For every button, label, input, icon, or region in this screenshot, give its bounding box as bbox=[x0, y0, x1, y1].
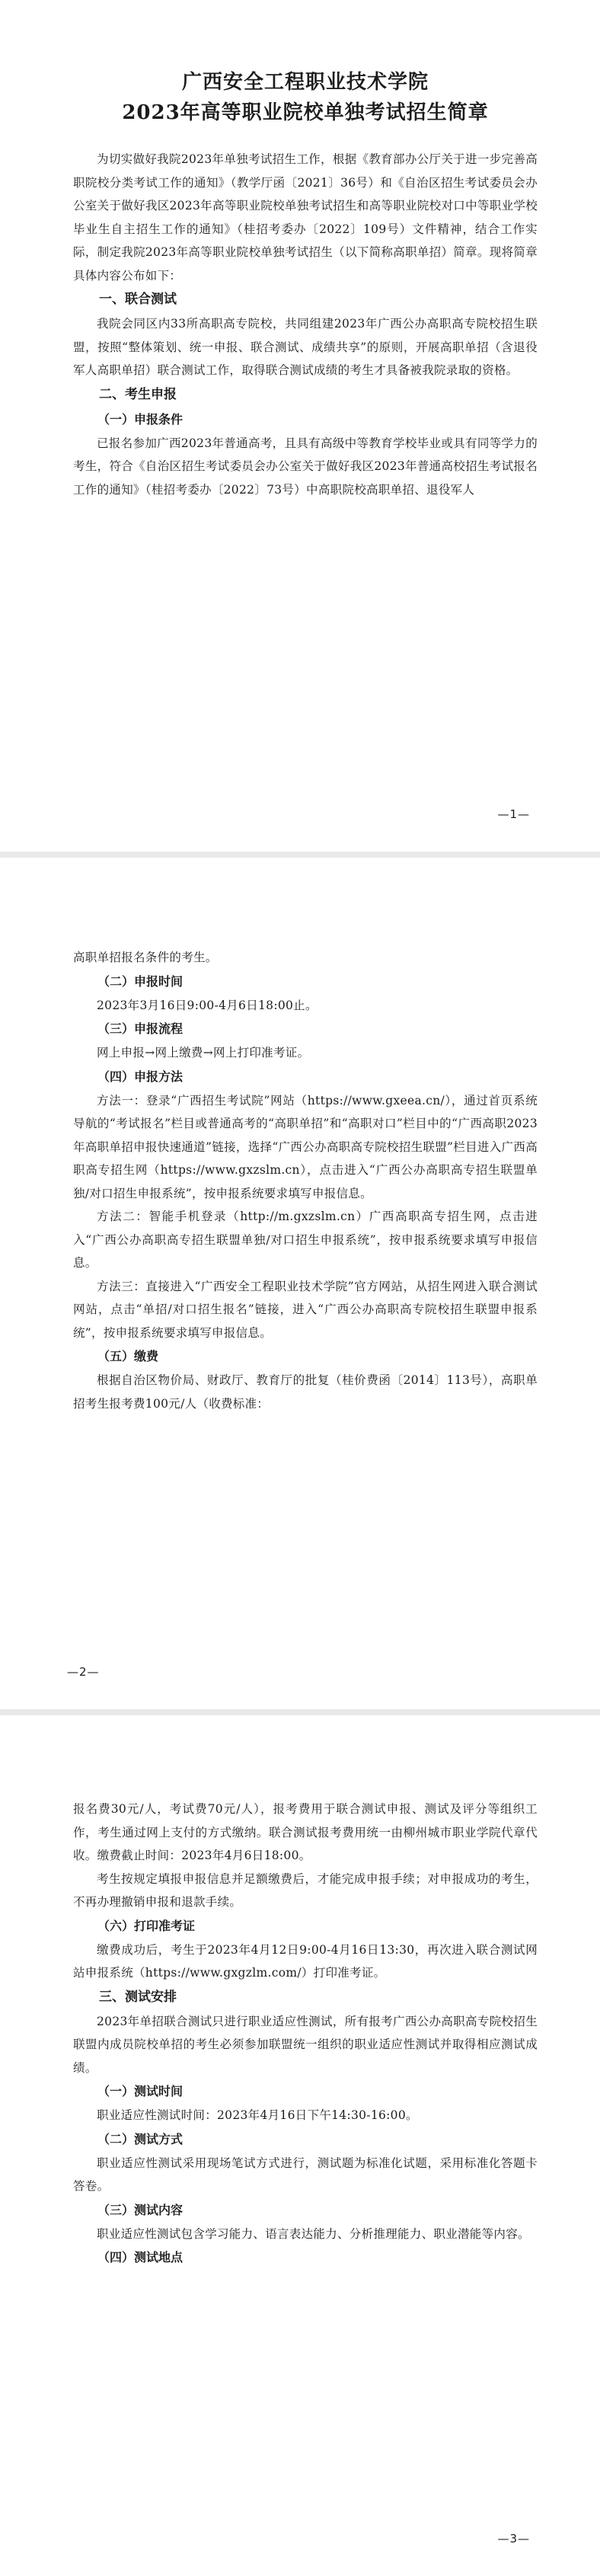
subheading-test-time: （一）测试时间 bbox=[97, 2084, 184, 2098]
subheading-payment: （五）缴费 bbox=[97, 1349, 159, 1363]
section-heading-application: 二、考生申报 bbox=[99, 386, 177, 402]
subheading-test-content: （三）测试内容 bbox=[97, 2202, 184, 2217]
subheading-conditions: （一）申报条件 bbox=[97, 411, 184, 427]
print-admission-paragraph: 缴费成功后，考生于2023年4月12日9:00-4月16日13:30，再次进入联合测试网站申报系统（https://www.gxgzlm.com/）打印准考证。 bbox=[73, 1942, 538, 1980]
subheading-application-time: （二）申报时间 bbox=[97, 973, 184, 989]
page-number: —2— bbox=[67, 1665, 100, 1679]
section-heading-joint-test: 一、联合测试 bbox=[99, 292, 177, 307]
method-one-paragraph: 方法一：登录“广西招生考试院”网站（https://www.gxeea.cn/），通过首页系统导航的“考试报名”栏目或普通高考的“高职单招”和“高职对口”栏目中的“广西高职2023年高职单招申报快速通道”链接，选择“广西公办高职高专院校招生联盟”栏目进入广西高职高专招生网（https://www.gxzslm.cn），点击进入“广西公办高职高专招生联盟单独/对口招生申报系统”，按申报系统要求填写申报信息。 bbox=[73, 1093, 538, 1200]
application-process-text: 网上申报→网上缴费→网上打印准考证。 bbox=[97, 1046, 310, 1059]
method-two-paragraph: 方法二：智能手机登录（http://m.gxzslm.cn）广西高职高专招生网，点击进入“广西公办高职高专招生联盟单独/对口招生申报系统”，按申报系统要求填写申报信息。 bbox=[73, 1210, 538, 1270]
method-three-paragraph: 方法三：直接进入“广西安全工程职业技术学院”官方网站，从招生网进入联合测试网站，点击“单招/对口招生报名”链接，进入“广西公办高职高专院校招生联盟申报系统”，按申报系统要求填写申报信息。 bbox=[73, 1279, 538, 1340]
conditions-continued: 高职单招报名条件的考生。 bbox=[73, 951, 218, 964]
subheading-test-format: （二）测试方式 bbox=[97, 2131, 184, 2146]
page-number: —3— bbox=[497, 2532, 530, 2546]
section-heading-test-arrangement: 三、测试安排 bbox=[99, 1989, 177, 2005]
subheading-print-admission: （六）打印准考证 bbox=[97, 1918, 196, 1933]
payment-notice-paragraph: 考生按规定填报申报信息并足额缴费后，才能完成申报手续；对申报成功的考生，不再办理撤销申报和退款手续。 bbox=[73, 1871, 538, 1909]
document-page-2 bbox=[0, 858, 600, 1709]
document-title-line2: 2023年高等职业院校单独考试招生简章 bbox=[122, 101, 489, 124]
subheading-application-process: （三）申报流程 bbox=[97, 1021, 184, 1036]
subheading-test-location: （四）测试地点 bbox=[97, 2250, 184, 2264]
payment-paragraph: 根据自治区物价局、财政厅、教育厅的批复（桂价费函〔2014〕113号），高职单招考生报考费100元/人（收费标准： bbox=[73, 1373, 538, 1411]
payment-continued: 报名费30元/人，考试费70元/人），报考费用于联合测试申报、测试及评分等组织工作，考生通过网上支付的方式缴纳。联合测试报考费用统一由柳州城市职业学院代章代收。缴费截止时间：2023年4月6日18:00。 bbox=[73, 1802, 538, 1862]
joint-test-paragraph: 我院会同区内33所高职高专院校，共同组建2023年广西公办高职高专院校招生联盟，按照“整体策划、统一申报、联合测试、成绩共享”的原则，开展高职单招（含退役军人高职单招）联合测试工作，取得联合测试成绩的考生才具备被我院录取的资格。 bbox=[73, 317, 538, 377]
document-page-3 bbox=[0, 1715, 600, 2576]
application-time-text: 2023年3月16日9:00-4月6日18:00止。 bbox=[97, 998, 318, 1012]
test-format-text: 职业适应性测试采用现场笔试方式进行，测试题为标准化试题，采用标准化答题卡答卷。 bbox=[73, 2156, 538, 2193]
test-time-text: 职业适应性测试时间：2023年4月16日下午14:30-16:00。 bbox=[97, 2108, 418, 2122]
conditions-paragraph: 已报名参加广西2023年普通高考，且具有高级中等教育学校毕业或具有同等学力的考生，符合《自治区招生考试委员会办公室关于做好我区2023年普通高校招生考试报名工作的通知》（桂招考委办〔2022〕73号）中高职院校高职单招、退役军人 bbox=[73, 436, 538, 497]
document-title-line1: 广西安全工程职业技术学院 bbox=[181, 71, 429, 94]
page-number: —1— bbox=[497, 807, 530, 821]
subheading-application-method: （四）申报方法 bbox=[97, 1069, 184, 1084]
test-arrangement-paragraph: 2023年单招联合测试只进行职业适应性测试，所有报考广西公办高职高专院校招生联盟内成员院校单招的考生必须参加联盟统一组织的职业适应性测试并取得相应测试成绩。 bbox=[73, 2014, 538, 2075]
test-content-text: 职业适应性测试包含学习能力、语言表达能力、分析推理能力、职业潜能等内容。 bbox=[97, 2226, 530, 2241]
intro-paragraph: 为切实做好我院2023年单独考试招生工作，根据《教育部办公厅关于进一步完善高职院校分类考试工作的通知》（教学厅函〔2021〕36号）和《自治区招生考试委员会办公室关于做好我区2023年高等职业院校单独考试招生和高等职业院校对口中等职业学校毕业生自主招生工作的通知》（桂招考委办〔2022〕109号）文件精神，结合工作实际，制定我院2023年高等职业院校单独考试招生（以下简称高职单招）简章。现将简章具体内容公布如下： bbox=[73, 152, 538, 283]
document-page-1 bbox=[0, 0, 600, 852]
